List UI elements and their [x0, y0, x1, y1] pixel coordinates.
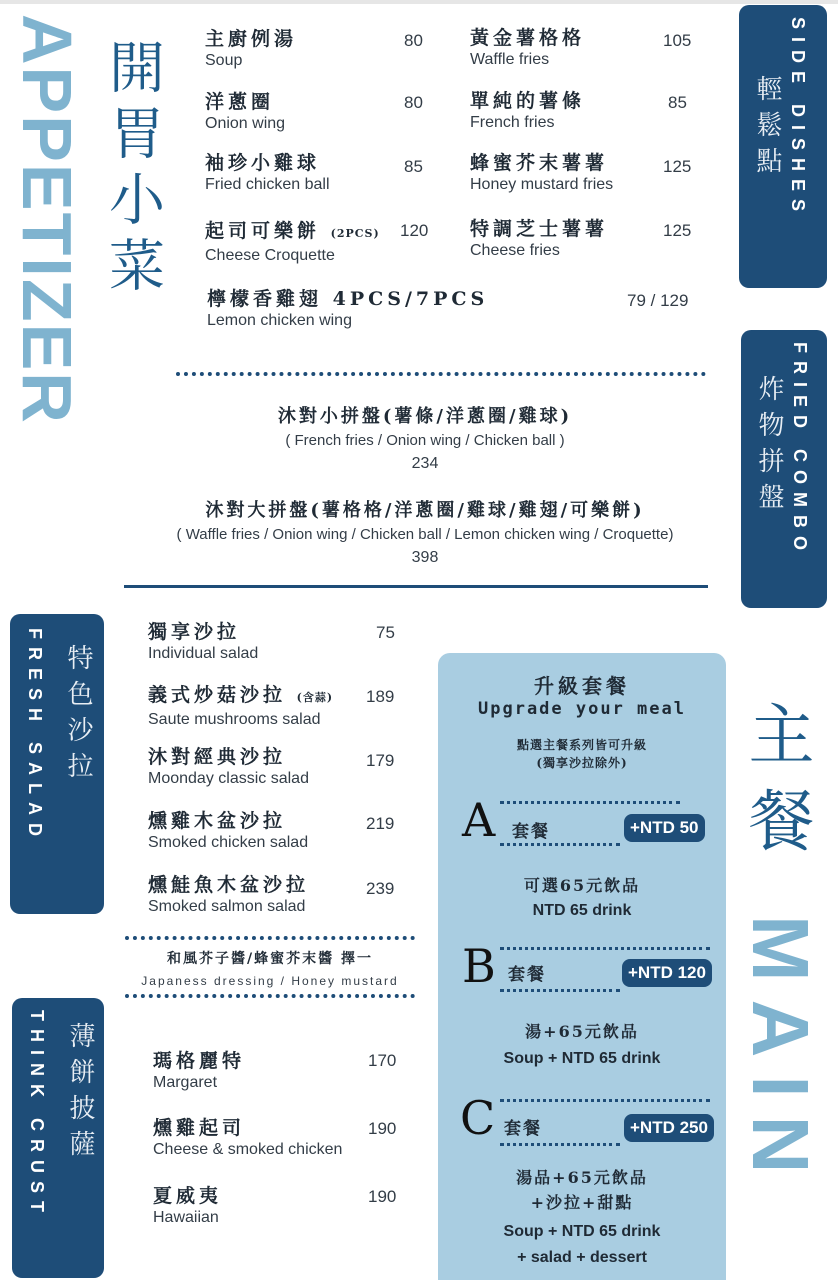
combo-price: 398 — [411, 549, 439, 566]
upgrade-title-en: Upgrade your meal — [478, 699, 686, 719]
fried-combo-tab — [741, 330, 827, 608]
menu-item-lemon-wing — [207, 288, 488, 331]
item-name-en: Lemon chicken wing — [207, 312, 352, 329]
item-price: 125 — [663, 157, 692, 176]
item-name-en: Saute mushrooms salad — [148, 711, 321, 728]
item-name-zh: 燻鮭魚木盆沙拉 — [148, 874, 310, 896]
menu-item-honey-mustard-fries — [470, 152, 613, 195]
plan-dots — [500, 801, 680, 804]
menu-item-mushroom-salad — [148, 684, 333, 730]
item-name-en: Honey mustard fries — [470, 176, 614, 193]
plan-price-badge: +NTD 250 — [624, 1114, 714, 1142]
item-price: 80 — [404, 31, 423, 50]
side-dishes-tab — [739, 5, 827, 288]
item-name-zh: 夏威夷 — [153, 1185, 223, 1207]
item-name-zh: 袖珍小雞球 — [205, 152, 321, 174]
menu-item-cheese-fries — [470, 218, 608, 261]
item-name-en: Waffle fries — [470, 51, 550, 68]
item-name-en: Margaret — [153, 1074, 218, 1091]
plan-desc-en-line2: + salad + dessert — [517, 1249, 647, 1266]
item-name-en: Individual salad — [148, 645, 259, 662]
appetizer-heading-zh: 開胃小菜 — [100, 38, 165, 302]
combo-small — [125, 402, 725, 473]
upgrade-title-zh: 升級套餐 — [534, 674, 630, 698]
item-name-en: French fries — [470, 114, 555, 131]
menu-item-individual-salad — [148, 621, 258, 664]
thin-crust-tab — [12, 998, 104, 1278]
item-name-en: Cheese & smoked chicken — [153, 1141, 343, 1158]
item-name-zh: 主廚例湯 — [205, 28, 298, 50]
menu-item-chicken-ball — [205, 152, 330, 195]
item-name-zh: 沐對經典沙拉 — [148, 746, 287, 768]
item-name-en: Soup — [205, 52, 243, 69]
plan-price-badge: +NTD 120 — [622, 959, 712, 987]
menu-item-french-fries — [470, 90, 585, 133]
item-price: 79 / 129 — [627, 291, 689, 310]
tab-label-zh: 炸物拼盤 — [754, 375, 784, 519]
menu-item-cheese-smoked-chicken — [153, 1117, 342, 1160]
plan-desc-en: Soup + NTD 65 drink — [503, 1050, 661, 1067]
item-name-zh: 燻雞木盆沙拉 — [148, 810, 287, 832]
item-name-zh: 蜂蜜芥末薯薯 — [470, 152, 609, 174]
plan-dots — [500, 989, 620, 992]
item-name-zh: 洋蔥圈 — [205, 91, 275, 113]
item-price: 219 — [366, 814, 395, 833]
plan-desc-zh: 湯品+65元飲品 — [516, 1168, 648, 1187]
plan-desc-zh: 可選65元飲品 — [523, 876, 641, 895]
plan-desc-zh-line2: +沙拉+甜點 — [530, 1193, 634, 1212]
item-name-zh: 檸檬香雞翅 4PCS/7PCS — [207, 288, 489, 310]
plan-letter: A — [462, 793, 496, 847]
combo-name-en: ( French fries / Onion wing / Chicken ball ) — [285, 432, 565, 449]
item-price: 80 — [404, 93, 423, 112]
menu-item-smoked-salmon-salad — [148, 874, 309, 917]
item-name-en: Moonday classic salad — [148, 770, 309, 787]
item-name-zh: 單純的薯條 — [470, 90, 586, 112]
main-heading: MAIN — [736, 915, 825, 1192]
item-price: 190 — [368, 1187, 397, 1206]
plan-label: 套餐 — [508, 965, 546, 985]
item-name-en: Hawaiian — [153, 1209, 219, 1226]
top-border — [0, 0, 838, 4]
plan-desc-en: NTD 65 drink — [532, 902, 632, 919]
dotted-divider — [125, 994, 415, 998]
item-name-zh: 燻雞起司 — [153, 1117, 246, 1139]
combo-name-zh: 沐對小拼盤(薯條/洋蔥圈/雞球) — [277, 406, 573, 427]
plan-price-badge: +NTD 50 — [624, 814, 705, 842]
item-name-en: Onion wing — [205, 115, 286, 132]
dressing-choice-en: Japaness dressing / Honey mustard — [141, 974, 399, 988]
combo-large — [125, 496, 725, 567]
plan-dots — [500, 947, 710, 950]
plan-letter: B — [462, 939, 496, 993]
item-name-zh: 起司可樂餅 — [205, 220, 321, 242]
plan-dots — [500, 843, 620, 846]
dotted-divider — [176, 372, 706, 376]
main-heading-zh: 主餐 — [737, 700, 814, 872]
plan-dots — [500, 1143, 620, 1146]
item-name-en: Cheese Croquette — [205, 247, 335, 264]
combo-name-zh: 沐對大拼盤(薯格格/洋蔥圈/雞球/雞翅/可樂餅) — [205, 500, 645, 521]
item-price: 239 — [366, 879, 395, 898]
item-price: 120 — [400, 221, 429, 240]
item-name-zh: 特調芝士薯薯 — [470, 218, 609, 240]
plan-letter: C — [460, 1091, 496, 1145]
upgrade-note: 點選主餐系列皆可升級 — [516, 738, 647, 752]
item-price: 85 — [404, 157, 423, 176]
menu-item-waffle-fries — [470, 27, 585, 70]
item-note: (含蒜) — [296, 691, 334, 704]
tab-label-zh: 特色沙拉 — [63, 644, 93, 788]
item-note: (2PCS) — [330, 227, 380, 240]
item-name-zh: 義式炒菇沙拉 — [148, 684, 287, 706]
item-name-zh: 瑪格麗特 — [153, 1050, 246, 1072]
item-name-en: Smoked chicken salad — [148, 834, 309, 851]
menu-item-hawaiian — [153, 1185, 222, 1228]
item-name-zh: 黃金薯格格 — [470, 27, 586, 49]
dressing-choice-zh: 和風芥子醬/蜂蜜芥末醬 擇一 — [167, 951, 373, 967]
item-name-en: Fried chicken ball — [205, 176, 330, 193]
item-name-en: Smoked salmon salad — [148, 898, 306, 915]
combo-price: 234 — [411, 455, 439, 472]
plan-label: 套餐 — [504, 1119, 542, 1139]
menu-item-margaret — [153, 1050, 245, 1093]
plan-label: 套餐 — [512, 822, 550, 842]
appetizer-heading: APPETIZER — [8, 14, 86, 425]
upgrade-meal-box — [438, 653, 726, 1280]
menu-item-soup — [205, 28, 297, 71]
tab-label-zh: 薄餅披薩 — [65, 1022, 95, 1166]
item-name-en: Cheese fries — [470, 242, 560, 259]
tab-label-zh: 輕鬆點 — [752, 75, 782, 183]
menu-item-classic-salad — [148, 746, 309, 789]
tab-label-en: SIDE DISHES — [788, 17, 808, 220]
combo-name-en: ( Waffle fries / Onion wing / Chicken ball / Lemon chicken wing / Croquette) — [176, 526, 674, 543]
item-price: 105 — [663, 31, 692, 50]
menu-item-onion-wing — [205, 91, 285, 134]
menu-item-cheese-croquette — [205, 220, 380, 266]
section-divider — [124, 585, 708, 588]
plan-desc-zh: 湯+65元飲品 — [525, 1022, 639, 1041]
item-price: 190 — [368, 1119, 397, 1138]
fresh-salad-tab — [10, 614, 104, 914]
item-price: 125 — [663, 221, 692, 240]
tab-label-en: FRESH SALAD — [25, 628, 45, 845]
menu-item-smoked-chicken-salad — [148, 810, 308, 853]
upgrade-note-exception: (獨享沙拉除外) — [536, 756, 628, 770]
tab-label-en: FRIED COMBO — [790, 342, 810, 558]
item-price: 85 — [668, 93, 687, 112]
item-name-zh: 獨享沙拉 — [148, 621, 241, 643]
item-price: 75 — [376, 623, 395, 642]
plan-dots — [500, 1099, 710, 1102]
plan-desc-en: Soup + NTD 65 drink — [503, 1223, 661, 1240]
dotted-divider — [125, 936, 415, 940]
item-price: 179 — [366, 751, 395, 770]
tab-label-en: THINK CRUST — [27, 1010, 47, 1220]
item-price: 189 — [366, 687, 395, 706]
item-price: 170 — [368, 1051, 397, 1070]
